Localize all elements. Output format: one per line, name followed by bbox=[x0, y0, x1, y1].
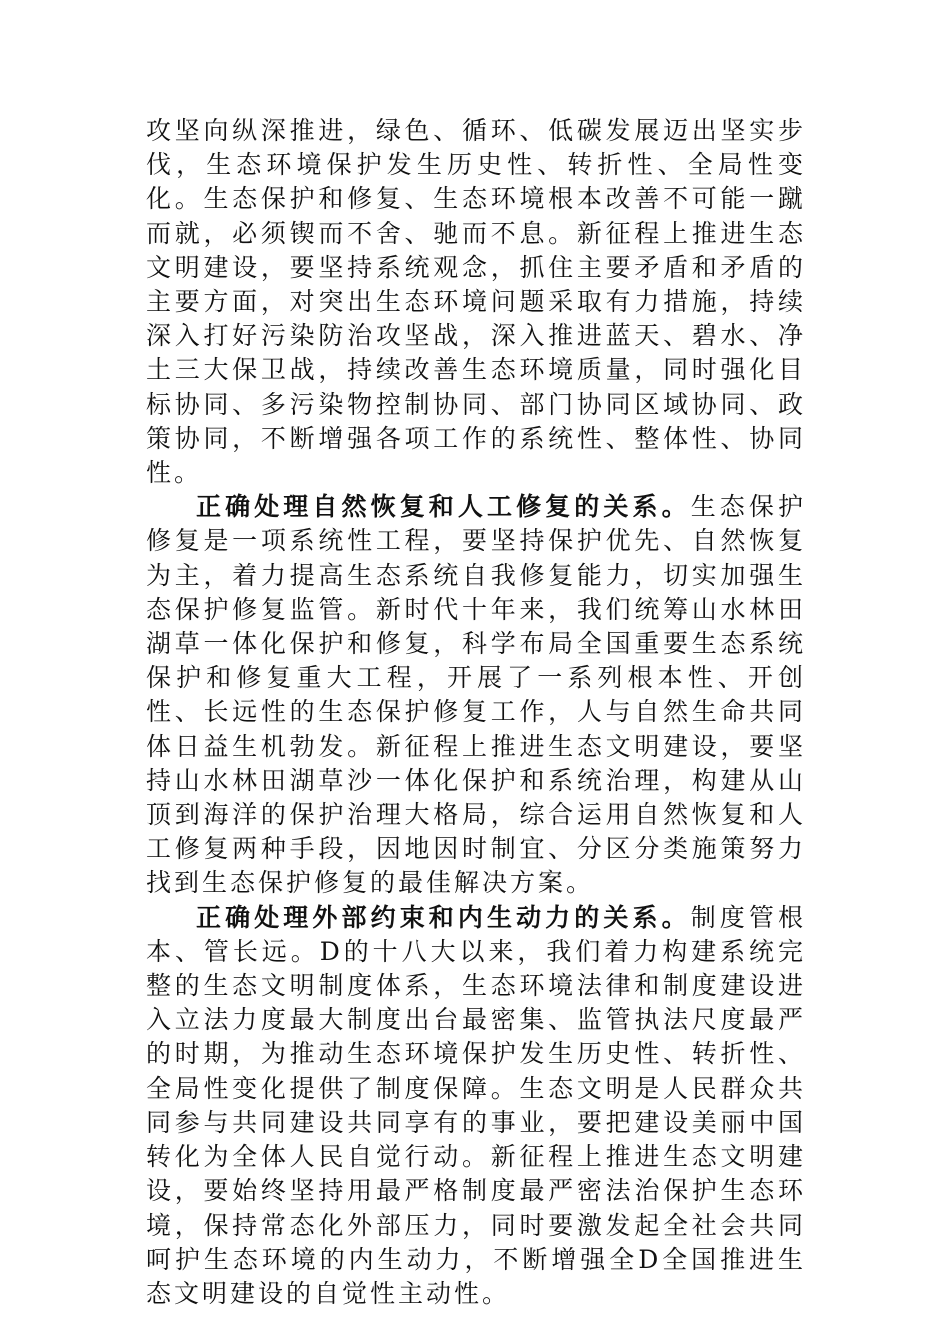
document-page bbox=[146, 114, 806, 1311]
paragraph-heading: 正确处理自然恢复和人工修复的关系。 bbox=[196, 492, 691, 522]
paragraph-external-constraint bbox=[146, 901, 806, 1311]
paragraph-continuation bbox=[146, 114, 806, 490]
paragraph-heading: 正确处理外部约束和内生动力的关系。 bbox=[196, 902, 691, 932]
paragraph-body: 生态保护修复是一项系统性工程，要坚持保护优先、自然恢复为主，着力提高生态系统自我修复能力，切实加强生态保护修复监管。新时代十年来，我们统筹山水林田湖草一体化保护和修复，科学布局全国重要生态系统保护和修复重大工程，开展了一系列根本性、开创性、长远性的生态保护修复工作，人与自然生命共同体日益生机勃发。新征程上推进生态文明建设，要坚持山水林田湖草沙一体化保护和系统治理，构建从山顶到海洋的保护治理大格局，综合运用自然恢复和人工修复两种手段，因地因时制宜、分区分类施策努力找到生态保护修复的最佳解决方案。 bbox=[146, 492, 806, 898]
paragraph-body: 攻坚向纵深推进，绿色、循环、低碳发展迈出坚实步伐，生态环境保护发生历史性、转折性、全局性变化。生态保护和修复、生态环境根本改善不可能一蹴而就，必须锲而不舍、驰而不息。新征程上推进生态文明建设，要坚持系统观念，抓住主要矛盾和矛盾的主要方面，对突出生态环境问题采取有力措施，持续深入打好污染防治攻坚战，深入推进蓝天、碧水、净土三大保卫战，持续改善生态环境质量，同时强化目标协同、多污染物控制协同、部门协同区域协同、政策协同，不断增强各项工作的系统性、整体性、协同性。 bbox=[146, 116, 806, 488]
paragraph-natural-restoration bbox=[146, 490, 806, 900]
paragraph-body: 制度管根本、管长远。D的十八大以来，我们着力构建系统完整的生态文明制度体系，生态环境法律和制度建设进入立法力度最大制度出台最密集、监管执法尺度最严的时期，为推动生态环境保护发生历史性、转折性、全局性变化提供了制度保障。生态文明是人民群众共同参与共同建设共同享有的事业，要把建设美丽中国转化为全体人民自觉行动。新征程上推进生态文明建设，要始终坚持用最严格制度最严密法治保护生态环境，保持常态化外部压力，同时要激发起全社会共同呵护生态环境的内生动力，不断增强全D全国推进生态文明建设的自觉性主动性。 bbox=[146, 902, 806, 1308]
